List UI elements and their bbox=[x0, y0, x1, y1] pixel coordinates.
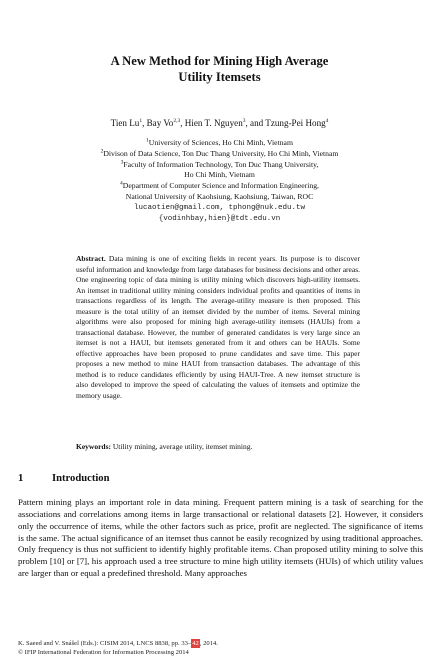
section-heading bbox=[18, 472, 110, 485]
keywords-label: Keywords: bbox=[76, 442, 111, 451]
section-title: Introduction bbox=[52, 473, 110, 484]
affiliation-4-cont: National University of Kaohsiung, Kaohsiung, Taiwan, ROC bbox=[125, 191, 314, 201]
affil-mark: 1 bbox=[146, 137, 149, 144]
keywords-text: Utility mining, average utility, itemset mining. bbox=[112, 442, 253, 451]
author-conjunction: and bbox=[250, 118, 264, 128]
abstract-label: Abstract. bbox=[76, 254, 106, 263]
affiliation-1 bbox=[40, 138, 399, 149]
affil-mark: 3 bbox=[120, 159, 124, 166]
affiliation-4 bbox=[40, 181, 399, 192]
author-affil-mark: 1 bbox=[139, 117, 143, 124]
author-list: Tien Lu$^1$, Bay Vo$^{2,3}$, Hien T. Nguyen$^3$, and Tzung-Pei Hong$^4$ bbox=[110, 117, 329, 128]
title-line-2: Utility Itemsets bbox=[178, 69, 261, 84]
paper-title bbox=[0, 54, 439, 85]
section-number: 1 bbox=[18, 473, 24, 484]
affil-text: Department of Computer Science and Information Engineering, bbox=[122, 181, 319, 191]
citation-text: K. Saeed and V. Snášel (Eds.): CISIM 2014, LNCS 8838, pp. 33– bbox=[18, 640, 192, 647]
author-affil-mark: 4 bbox=[325, 117, 329, 124]
abstract bbox=[76, 254, 360, 401]
affil-text: Faculty of Information Technology, Ton Duc Thang University, bbox=[123, 159, 319, 169]
keywords bbox=[76, 442, 360, 453]
affiliation-3 bbox=[40, 160, 399, 171]
author-name: Bay Vo bbox=[146, 118, 174, 128]
body-paragraph: Pattern mining plays an important role in data mining. Frequent pattern mining is a task of searching for the associations and correlations among items in large transactional or relational datasets [2]. However, it considers only the occurrence of items, while the other factors such as price, profit are neglected. The significance of items is the same. The actual significance of an itemset thus cannot be easily recognized by using traditional approaches. Only frequency is thus not sufficient to identify highly profitable items. Chan proposed utility mining to solve this problem [10] or [7], his approach used a tree structure to mine high utility itemsets (HUIs) of which utility values are larger than or equal a predefined threshold. Many approaches bbox=[18, 497, 423, 579]
affil-text: University of Sciences, Ho Chi Minh, Vietnam bbox=[148, 138, 293, 147]
page-footer bbox=[18, 639, 423, 658]
email-line-1: lucaotien@gmail.com, tphong@nuk.edu.tw bbox=[133, 203, 306, 212]
title-line-1: A New Method for Mining High Average bbox=[110, 54, 329, 68]
email-line-2: {vodinhbay,hien}@tdt.edu.vn bbox=[158, 214, 281, 223]
affil-mark: 4 bbox=[120, 180, 123, 187]
author-affil-mark: 2,3 bbox=[173, 117, 181, 124]
affil-text: Divison of Data Science, Ton Duc Thang University, Ho Chi Minh, Vietnam bbox=[103, 148, 339, 158]
citation-text-end: , 2014. bbox=[199, 640, 218, 647]
affil-mark: 2 bbox=[100, 148, 104, 155]
affiliation-2 bbox=[40, 149, 399, 160]
author-name: Tien Lu bbox=[110, 118, 140, 128]
citation-line bbox=[18, 639, 423, 648]
affiliations bbox=[40, 138, 399, 224]
abstract-text: Data mining is one of exciting fields in recent years. Its purpose is to discover useful information and knowledge from large databases for business decisions and other areas. One engineering topic of data mining is utility mining which discovers high-utility itemsets. An itemset in traditional utility mining considers individual profits and quantities of items in transactions regardless of its length. The average-utility measure is then proposed. This measure is the total utility of an itemset divided by the number of items. Several mining algorithms were also proposed for mining high average-utility itemsets (HAUIs) from a transactional database. However, the number of generated candidates is very large since an itemset is not a HAUI, but itemsets generated from it and others can be HAUIs. Some effective approaches have been proposed to prune candidates and save time. This paper proposes a new method to mine HAUI from transaction databases. The advantage of this method is to reduce candidates efficiently by using HAUI-Tree. A new itemset structure is also developed to improve the speed of calculating the values of itemsets and optimize the memory usage. bbox=[76, 254, 360, 400]
affiliation-3-cont: Ho Chi Minh, Vietnam bbox=[184, 170, 255, 180]
copyright-line: © IFIP International Federation for Information Processing 2014 bbox=[18, 649, 189, 657]
author-name: Tzung-Pei Hong bbox=[265, 118, 326, 128]
author-name: Hien T. Nguyen bbox=[184, 118, 243, 128]
page-number-link[interactable]: 42 bbox=[192, 640, 199, 647]
author-affil-mark: 3 bbox=[242, 117, 246, 124]
